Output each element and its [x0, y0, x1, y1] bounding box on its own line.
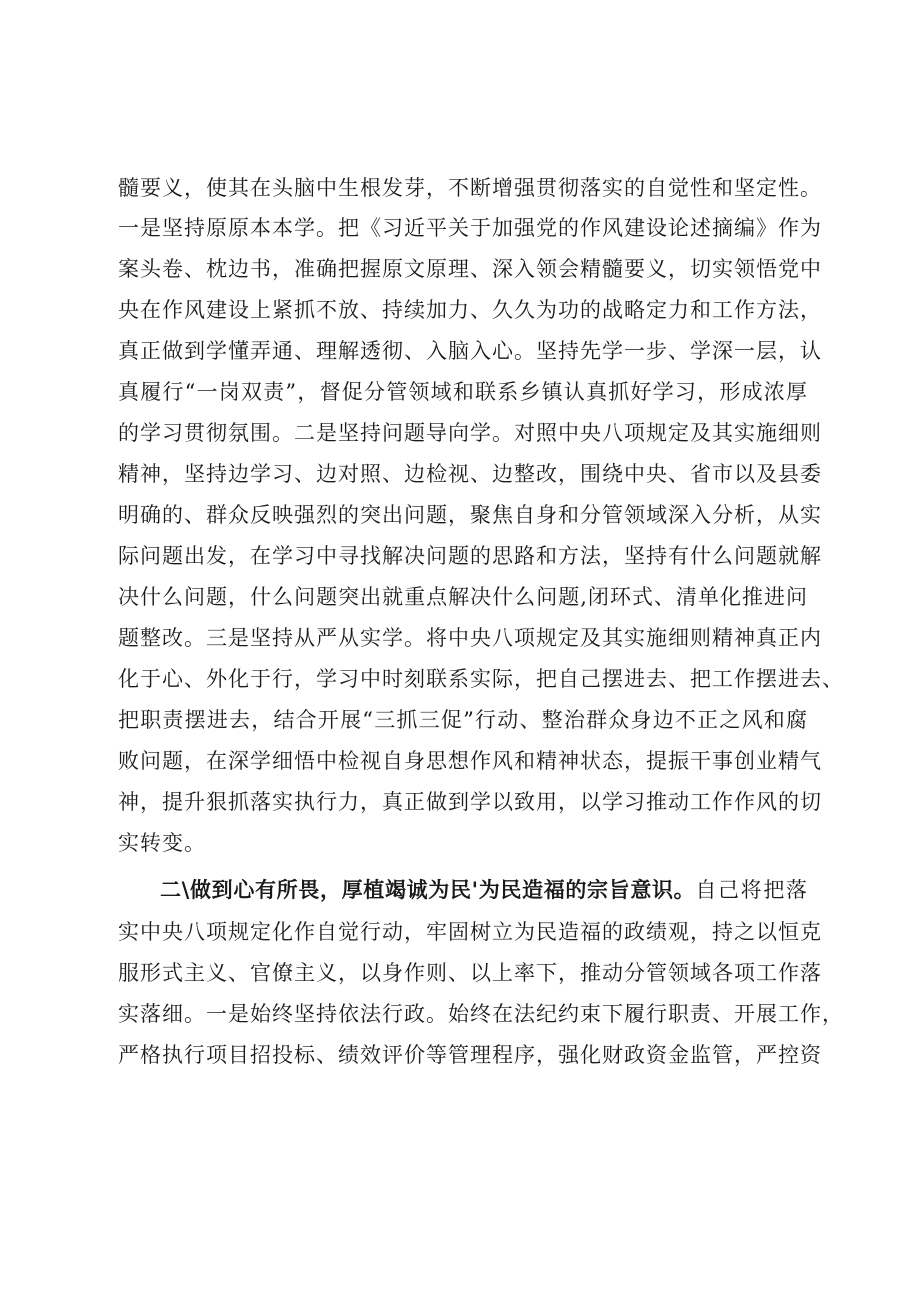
paragraph-1-line-17: 实转变。 [118, 831, 206, 855]
paragraph-1-line-2: 一是坚持原原本本学。把《习近平关于加强党的作风建设论述摘编》作为 [118, 216, 822, 240]
paragraph-1-line-12: 题整改。三是坚持从严从实学。将中央八项规定及其实施细则精神真正内 [118, 626, 822, 650]
paragraph-1-line-16: 神，提升狠抓落实执行力，真正做到学以致用，以学习推动工作作风的切 [118, 790, 822, 814]
section-heading: 二\做到心有所畏，厚植竭诚为民'为民造福的宗旨意识。 [160, 878, 696, 902]
paragraph-2-line-5: 严格执行项目招投标、绩效评价等管理程序，强化财政资金监管，严控资 [118, 1043, 822, 1067]
paragraph-1-line-14: 把职责摆进去，结合开展“三抓三促”行动、整治群众身边不正之风和腐 [118, 708, 808, 732]
paragraph-1-line-7: 的学习贯彻氛围。二是坚持问题导向学。对照中央八项规定及其实施细则 [118, 421, 822, 445]
paragraph-1-line-1: 髓要义，使其在头脑中生根发芽，不断增强贯彻落实的自觉性和坚定性。 [118, 176, 822, 200]
paragraph-1-line-15: 败问题，在深学细悟中检视自身思想作风和精神状态，提振干事创业精气 [118, 749, 822, 773]
paragraph-1-line-9: 明确的、群众反映强烈的突出问题，聚焦自身和分管领域深入分析，从实 [118, 503, 822, 527]
paragraph-1-line-6: 真履行“一岗双责”，督促分管领域和联系乡镇认真抓好学习，形成浓厚 [118, 380, 808, 404]
paragraph-1-line-4: 央在作风建设上紧抓不放、持续加力、久久为功的战略定力和工作方法， [118, 298, 822, 322]
paragraph-2-first-line-text: 自己将把落 [695, 878, 808, 902]
paragraph-1-line-8: 精神，坚持边学习、边对照、边检视、边整改，围绕中央、省市以及县委 [118, 462, 822, 486]
paragraph-1-line-5: 真正做到学懂弄通、理解透彻、入脑入心。坚持先学一步、学深一层，认 [118, 339, 822, 363]
paragraph-1-line-10: 际问题出发，在学习中寻找解决问题的思路和方法，坚持有什么问题就解 [118, 544, 822, 568]
paragraph-1-line-13: 化于心、外化于行，学习中时刻联系实际，把自己摆进去、把工作摆进去、 [118, 667, 844, 691]
paragraph-2-line-3: 服形式主义、官僚主义，以身作则、以上率下，推动分管领域各项工作落 [118, 961, 822, 985]
paragraph-1-line-11: 决什么问题，什么问题突出就重点解决什么问题,闭环式、清单化推进问 [118, 585, 808, 609]
paragraph-2-line-4: 实落细。一是始终坚持依法行政。始终在法纪约束下履行职责、开展工作， [118, 1002, 844, 1026]
paragraph-2-first-line [160, 870, 808, 910]
paragraph-1-line-3: 案头卷、枕边书，准确把握原文原理、深入领会精髓要义，切实领悟党中 [118, 257, 822, 281]
paragraph-2-line-2: 实中央八项规定化作自觉行动，牢固树立为民造福的政绩观，持之以恒克 [118, 920, 822, 944]
